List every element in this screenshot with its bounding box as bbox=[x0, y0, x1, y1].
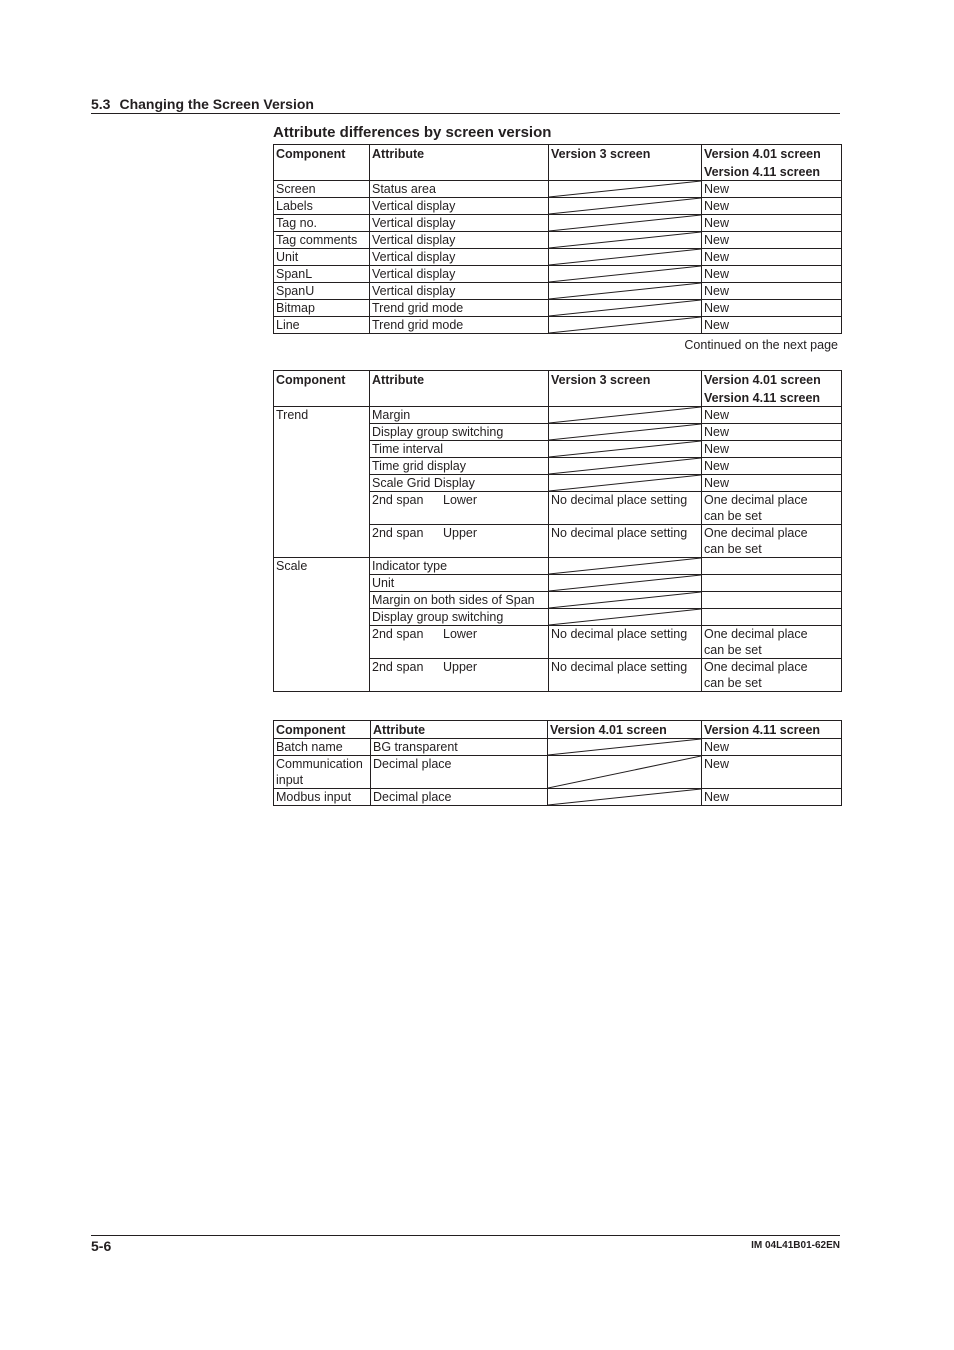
cell-version-4: New bbox=[702, 181, 842, 198]
cell-component: Screen bbox=[274, 181, 370, 198]
header-version-3: Version 3 screen bbox=[549, 145, 702, 181]
cell-version-4: New bbox=[702, 232, 842, 249]
cell-version-4 bbox=[702, 492, 842, 525]
cell-version-4 bbox=[702, 609, 842, 626]
version-4-line: One decimal place bbox=[704, 526, 808, 540]
cell-attribute: Trend grid mode bbox=[370, 317, 549, 334]
cell-attribute bbox=[370, 626, 549, 659]
cell-version-411: New bbox=[702, 756, 842, 789]
cell-component: Batch name bbox=[274, 739, 371, 756]
cell-attribute: Vertical display bbox=[370, 283, 549, 300]
header-component: Component bbox=[274, 145, 370, 181]
cell-attribute: Vertical display bbox=[370, 232, 549, 249]
cell-component: Modbus input bbox=[274, 789, 371, 806]
cell-attribute bbox=[370, 525, 549, 558]
header-version-4 bbox=[702, 145, 842, 181]
cell-attribute: Margin on both sides of Span bbox=[370, 592, 549, 609]
header-attribute: Attribute bbox=[370, 371, 549, 407]
cell-component: SpanL bbox=[274, 266, 370, 283]
header-version-411: Version 4.11 screen bbox=[704, 165, 821, 179]
cell-attribute: Time interval bbox=[370, 441, 549, 458]
table-row bbox=[274, 266, 842, 283]
table-row bbox=[274, 232, 842, 249]
header-version-4 bbox=[702, 371, 842, 407]
cell-attribute: Display group switching bbox=[370, 609, 549, 626]
attribute-label: 2nd span bbox=[372, 493, 424, 507]
cell-component: Labels bbox=[274, 198, 370, 215]
cell-not-applicable bbox=[549, 283, 702, 300]
table-caption: Attribute differences by screen version bbox=[273, 124, 552, 141]
cell-version-3: No decimal place setting bbox=[549, 525, 702, 558]
cell-version-4 bbox=[702, 558, 842, 575]
cell-not-applicable bbox=[549, 458, 702, 475]
cell-version-4 bbox=[702, 626, 842, 659]
cell-not-applicable bbox=[549, 475, 702, 492]
attribute-sub-label: Lower bbox=[443, 493, 478, 507]
table-row bbox=[274, 317, 842, 334]
version-4-line: One decimal place bbox=[704, 493, 808, 507]
cell-version-4: New bbox=[702, 300, 842, 317]
cell-version-4: New bbox=[702, 424, 842, 441]
cell-version-4: New bbox=[702, 198, 842, 215]
table-row bbox=[274, 181, 842, 198]
cell-attribute: Display group switching bbox=[370, 424, 549, 441]
cell-version-4: New bbox=[702, 407, 842, 424]
attribute-label: 2nd span bbox=[372, 627, 424, 641]
cell-not-applicable bbox=[549, 317, 702, 334]
attribute-sub-label: Upper bbox=[443, 526, 478, 540]
header-component: Component bbox=[274, 371, 370, 407]
cell-attribute: Decimal place bbox=[371, 756, 548, 789]
cell-component-group: Scale bbox=[274, 558, 370, 692]
version-4-line: can be set bbox=[704, 676, 762, 690]
cell-version-4: New bbox=[702, 266, 842, 283]
cell-version-4 bbox=[702, 575, 842, 592]
table-header-row bbox=[274, 145, 842, 181]
section-number: 5.3 bbox=[91, 96, 111, 112]
table-row bbox=[274, 215, 842, 232]
cell-component: Tag no. bbox=[274, 215, 370, 232]
cell-attribute: BG transparent bbox=[371, 739, 548, 756]
cell-attribute bbox=[370, 659, 549, 692]
attribute-table-1 bbox=[273, 144, 842, 334]
cell-component: Bitmap bbox=[274, 300, 370, 317]
cell-attribute: Status area bbox=[370, 181, 549, 198]
cell-attribute: Unit bbox=[370, 575, 549, 592]
cell-not-applicable bbox=[549, 609, 702, 626]
cell-component: SpanU bbox=[274, 283, 370, 300]
cell-component: Line bbox=[274, 317, 370, 334]
cell-component bbox=[274, 756, 371, 789]
document-id: IM 04L41B01-62EN bbox=[751, 1240, 840, 1251]
version-4-line: One decimal place bbox=[704, 660, 808, 674]
footer-rule bbox=[91, 1235, 840, 1236]
table-header-row bbox=[274, 371, 842, 407]
table-row bbox=[274, 283, 842, 300]
table-row bbox=[274, 739, 842, 756]
cell-attribute: Vertical display bbox=[370, 266, 549, 283]
cell-version-411: New bbox=[702, 789, 842, 806]
cell-not-applicable bbox=[548, 789, 702, 806]
table-header-row bbox=[274, 721, 842, 739]
page-number: 5-6 bbox=[91, 1238, 112, 1254]
table-row bbox=[274, 407, 842, 424]
attribute-table-2 bbox=[273, 370, 842, 692]
cell-attribute: Decimal place bbox=[371, 789, 548, 806]
cell-version-3: No decimal place setting bbox=[549, 492, 702, 525]
cell-not-applicable bbox=[548, 739, 702, 756]
version-4-line: can be set bbox=[704, 509, 762, 523]
cell-version-4: New bbox=[702, 317, 842, 334]
cell-version-3: No decimal place setting bbox=[549, 659, 702, 692]
cell-attribute: Scale Grid Display bbox=[370, 475, 549, 492]
attribute-table-3 bbox=[273, 720, 842, 806]
table-row bbox=[274, 789, 842, 806]
table-row bbox=[274, 249, 842, 266]
cell-not-applicable bbox=[549, 232, 702, 249]
attribute-label: 2nd span bbox=[372, 660, 424, 674]
cell-version-4 bbox=[702, 592, 842, 609]
cell-version-4: New bbox=[702, 458, 842, 475]
attribute-label: 2nd span bbox=[372, 526, 424, 540]
cell-version-4 bbox=[702, 525, 842, 558]
cell-not-applicable bbox=[549, 575, 702, 592]
cell-attribute: Time grid display bbox=[370, 458, 549, 475]
header-attribute: Attribute bbox=[371, 721, 548, 739]
cell-not-applicable bbox=[549, 407, 702, 424]
cell-not-applicable bbox=[549, 215, 702, 232]
cell-not-applicable bbox=[549, 198, 702, 215]
cell-version-4: New bbox=[702, 215, 842, 232]
section-title: Changing the Screen Version bbox=[119, 96, 314, 112]
cell-not-applicable bbox=[548, 756, 702, 789]
cell-version-4 bbox=[702, 659, 842, 692]
header-version-3: Version 3 screen bbox=[549, 371, 702, 407]
header-version-401: Version 4.01 screen bbox=[704, 147, 821, 161]
table-row bbox=[274, 300, 842, 317]
version-4-line: can be set bbox=[704, 542, 762, 556]
attribute-sub-label: Upper bbox=[443, 660, 478, 674]
cell-not-applicable bbox=[549, 266, 702, 283]
cell-attribute: Trend grid mode bbox=[370, 300, 549, 317]
table-row bbox=[274, 558, 842, 575]
cell-version-4: New bbox=[702, 441, 842, 458]
cell-not-applicable bbox=[549, 181, 702, 198]
cell-attribute: Margin bbox=[370, 407, 549, 424]
header-version-401: Version 4.01 screen bbox=[704, 373, 821, 387]
header-version-401: Version 4.01 screen bbox=[548, 721, 702, 739]
cell-component: Tag comments bbox=[274, 232, 370, 249]
cell-component: Unit bbox=[274, 249, 370, 266]
cell-attribute bbox=[370, 492, 549, 525]
cell-not-applicable bbox=[549, 558, 702, 575]
header-version-411: Version 4.11 screen bbox=[704, 391, 821, 405]
header-attribute: Attribute bbox=[370, 145, 549, 181]
cell-version-4: New bbox=[702, 475, 842, 492]
cell-not-applicable bbox=[549, 441, 702, 458]
section-header bbox=[91, 95, 840, 114]
cell-attribute: Indicator type bbox=[370, 558, 549, 575]
version-4-line: One decimal place bbox=[704, 627, 808, 641]
cell-version-4: New bbox=[702, 283, 842, 300]
cell-not-applicable bbox=[549, 424, 702, 441]
continued-note: Continued on the next page bbox=[684, 338, 838, 352]
cell-not-applicable bbox=[549, 300, 702, 317]
cell-version-4: New bbox=[702, 249, 842, 266]
header-component: Component bbox=[274, 721, 371, 739]
header-version-411: Version 4.11 screen bbox=[702, 721, 842, 739]
table-row bbox=[274, 198, 842, 215]
cell-attribute: Vertical display bbox=[370, 215, 549, 232]
cell-attribute: Vertical display bbox=[370, 249, 549, 266]
cell-version-3: No decimal place setting bbox=[549, 626, 702, 659]
component-line: Communication bbox=[276, 757, 363, 771]
cell-not-applicable bbox=[549, 592, 702, 609]
cell-component-group: Trend bbox=[274, 407, 370, 558]
table-row bbox=[274, 756, 842, 789]
version-4-line: can be set bbox=[704, 643, 762, 657]
cell-version-411: New bbox=[702, 739, 842, 756]
attribute-sub-label: Lower bbox=[443, 627, 478, 641]
cell-not-applicable bbox=[549, 249, 702, 266]
cell-attribute: Vertical display bbox=[370, 198, 549, 215]
component-line: input bbox=[276, 773, 304, 787]
